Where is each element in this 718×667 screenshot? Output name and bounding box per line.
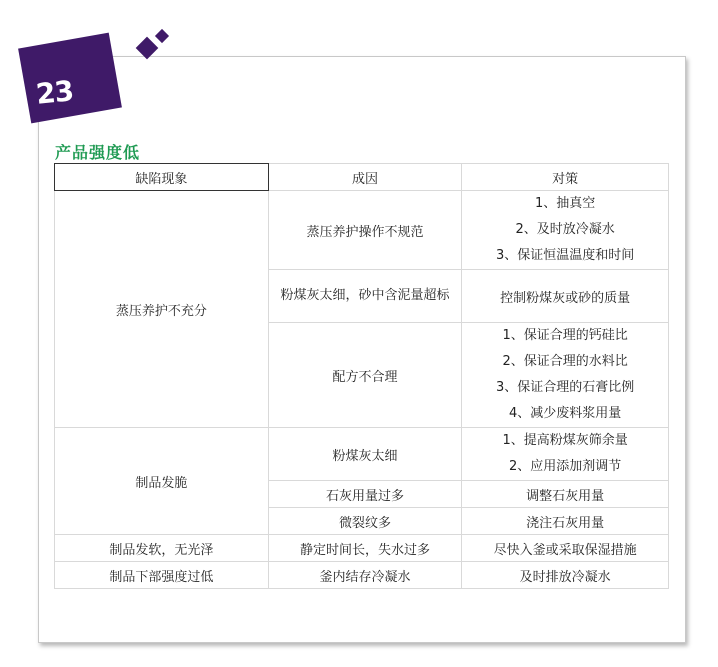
measure-cell: 调整石灰用量: [462, 481, 669, 508]
cause-cell: 石灰用量过多: [268, 481, 462, 508]
measure-cell: [462, 323, 669, 428]
measure-line: 2、应用添加剂调节: [509, 459, 622, 474]
cause-cell: 配方不合理: [268, 323, 462, 428]
measure-cell: 控制粉煤灰或砂的质量: [462, 270, 669, 323]
cause-cell: 粉煤灰太细: [268, 428, 462, 481]
table-row: [55, 428, 669, 481]
measure-cell: [462, 428, 669, 481]
defects-table: [54, 163, 669, 589]
measure-line: 3、保证恒温温度和时间: [496, 248, 635, 263]
measure-cell: 尽快入釜或采取保湿措施: [462, 535, 669, 562]
cause-cell: 微裂纹多: [268, 508, 462, 535]
table-row: [55, 535, 669, 562]
table-row: [55, 562, 669, 589]
cause-cell: 釜内结存冷凝水: [268, 562, 462, 589]
header-defect: 缺陷现象: [55, 164, 269, 191]
section-title: 产品强度低: [55, 143, 141, 162]
measure-line: 2、保证合理的水料比: [502, 354, 628, 369]
defect-cell: 制品发软，无光泽: [55, 535, 269, 562]
defect-cell: 制品发脆: [55, 428, 269, 535]
defect-cell: 制品下部强度过低: [55, 562, 269, 589]
table-row: [55, 191, 669, 270]
measure-line: 2、及时放冷凝水: [515, 222, 615, 237]
measure-line: 1、保证合理的钙硅比: [502, 328, 628, 343]
header-measure: 对策: [462, 164, 669, 191]
measure-cell: [462, 191, 669, 270]
measure-line: 3、保证合理的石膏比例: [496, 380, 635, 395]
page-number: 23: [34, 74, 75, 111]
measure-cell: 及时排放冷凝水: [462, 562, 669, 589]
diamond-decoration-small: [155, 29, 169, 43]
measure-line: 1、提高粉煤灰筛余量: [502, 433, 628, 448]
table-header-row: [55, 164, 669, 191]
cause-cell: 粉煤灰太细，砂中含泥量超标: [268, 270, 462, 323]
measure-cell: 浇注石灰用量: [462, 508, 669, 535]
defect-cell: 蒸压养护不充分: [55, 191, 269, 428]
measure-line: 1、抽真空: [535, 196, 596, 211]
measure-line: 4、减少废料浆用量: [509, 406, 622, 421]
cause-cell: 蒸压养护操作不规范: [268, 191, 462, 270]
header-cause: 成因: [268, 164, 462, 191]
cause-cell: 静定时间长，失水过多: [268, 535, 462, 562]
